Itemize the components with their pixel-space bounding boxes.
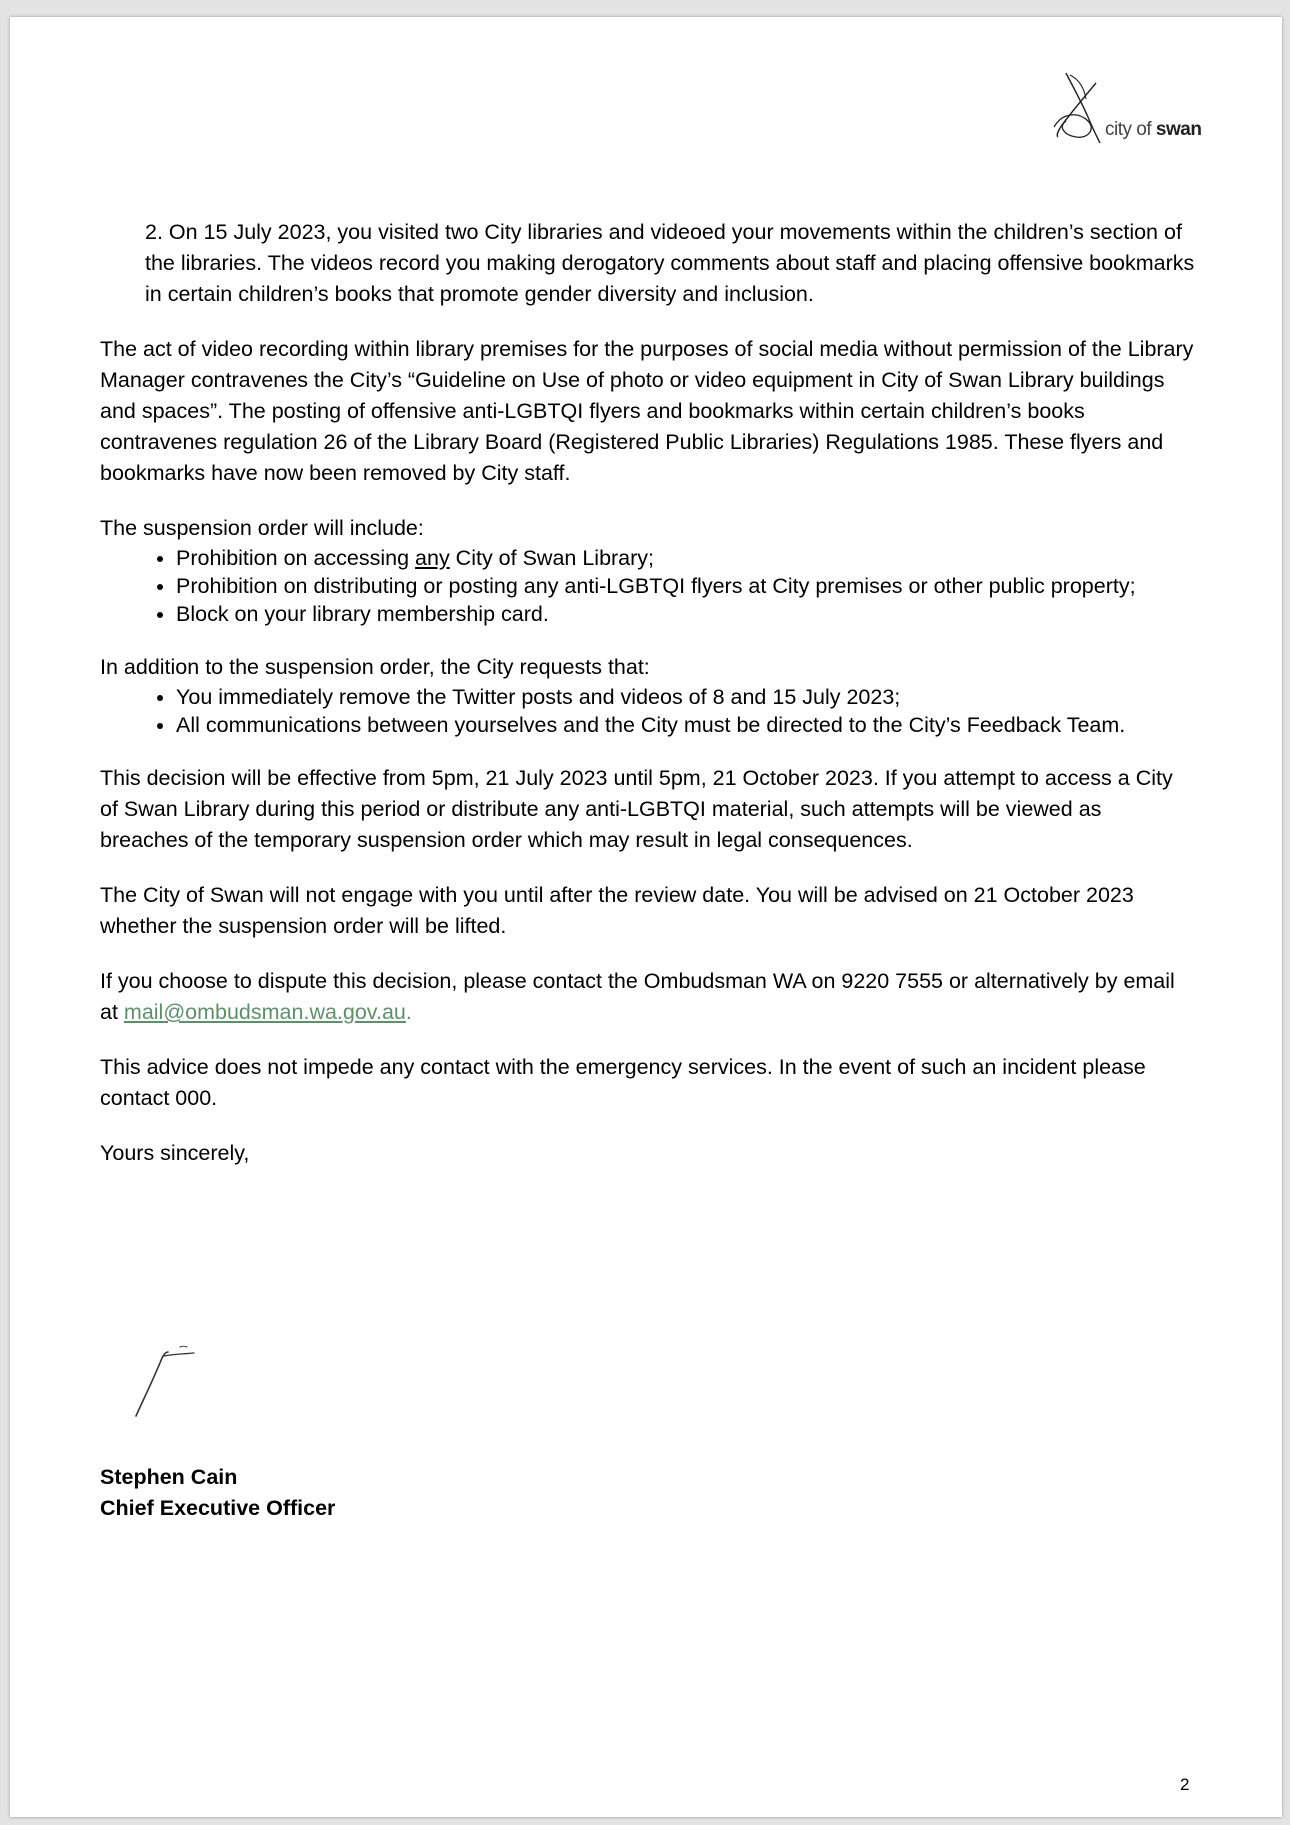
list-item: • You immediately remove the Twitter posts and videos of 8 and 15 July 2023; (176, 683, 1195, 711)
swan-logo-mark (1048, 65, 1108, 155)
logo-text-bold: swan (1155, 119, 1202, 140)
paragraph-dispute (100, 966, 1195, 1028)
paragraph-emergency: This advice does not impede any contact with the emergency services. In the event of such an incident please contact 000. (100, 1055, 1146, 1110)
city-of-swan-logo (1048, 65, 1208, 165)
paragraph-review: The City of Swan will not engage with you until after the review date. You will be advised on 21 October 2023 whether the suspension order will be lifted. (100, 883, 1134, 938)
list-item-text: City of Swan Library; (449, 546, 655, 570)
list-item: • All communications between yourselves and the City must be directed to the City’s Feedback Team. (176, 711, 1195, 739)
signer-name: Stephen Cain (100, 1465, 238, 1489)
suspension-list (100, 544, 1195, 628)
page-number: 2 (1180, 1775, 1190, 1794)
list-item-text: Prohibition on accessing (176, 546, 416, 570)
signer-title: Chief Executive Officer (100, 1496, 336, 1520)
requests-list (100, 683, 1195, 739)
list-item: • Prohibition on distributing or posting any anti-LGBTQI flyers at City premises or other public property; (176, 572, 1195, 600)
ombudsman-email-link[interactable]: mail@ombudsman.wa.gov.au (123, 1000, 406, 1024)
paragraph-recording: The act of video recording within library premises for the purposes of social media without permission of the Library Manager contravenes the City’s “Guideline on Use of photo or video equipment in City of Swan Library buildings and spaces”. The posting of offensive anti-LGBTQI flyers and bookmarks within certain children’s books contravenes regulation 26 of the Library Board (Registered Public Libraries) Regulations 1985. These flyers and bookmarks have now been removed by City staff. (100, 337, 1194, 485)
document-page (10, 17, 1282, 1817)
handwritten-signature (130, 1332, 210, 1422)
paragraph-effective: This decision will be effective from 5pm, 21 July 2023 until 5pm, 21 October 2023. If you attempt to access a City of Swan Library during this period or distribute any anti-LGBTQI material, such attempts will be viewed as breaches of the temporary suspension order which may result in legal consequences. (100, 766, 1173, 852)
closing-salutation: Yours sincerely, (100, 1141, 250, 1165)
requests-intro: In addition to the suspension order, the City requests that: (100, 655, 650, 679)
signature-block (100, 1462, 335, 1524)
dispute-text: If you choose to dispute this decision, please contact the Ombudsman WA on 9220 7555 or alternatively by email at (100, 969, 1175, 1024)
numbered-item-2: 2. On 15 July 2023, you visited two City libraries and videoed your movements within the children’s section of the libraries. The videos record you making derogatory comments about staff and placing offensive bookmarks in certain children’s books that promote gender diversity and inclusion. (145, 220, 1195, 306)
list-item: • Block on your library membership card. (176, 600, 1195, 628)
logo-text (1105, 119, 1201, 141)
list-item (176, 544, 1195, 572)
underlined-text: any (415, 546, 450, 570)
logo-text-thin: city of (1105, 119, 1152, 140)
suspension-intro: The suspension order will include: (100, 516, 424, 540)
letter-body (100, 217, 1195, 1193)
email-trailing: . (405, 1000, 412, 1024)
